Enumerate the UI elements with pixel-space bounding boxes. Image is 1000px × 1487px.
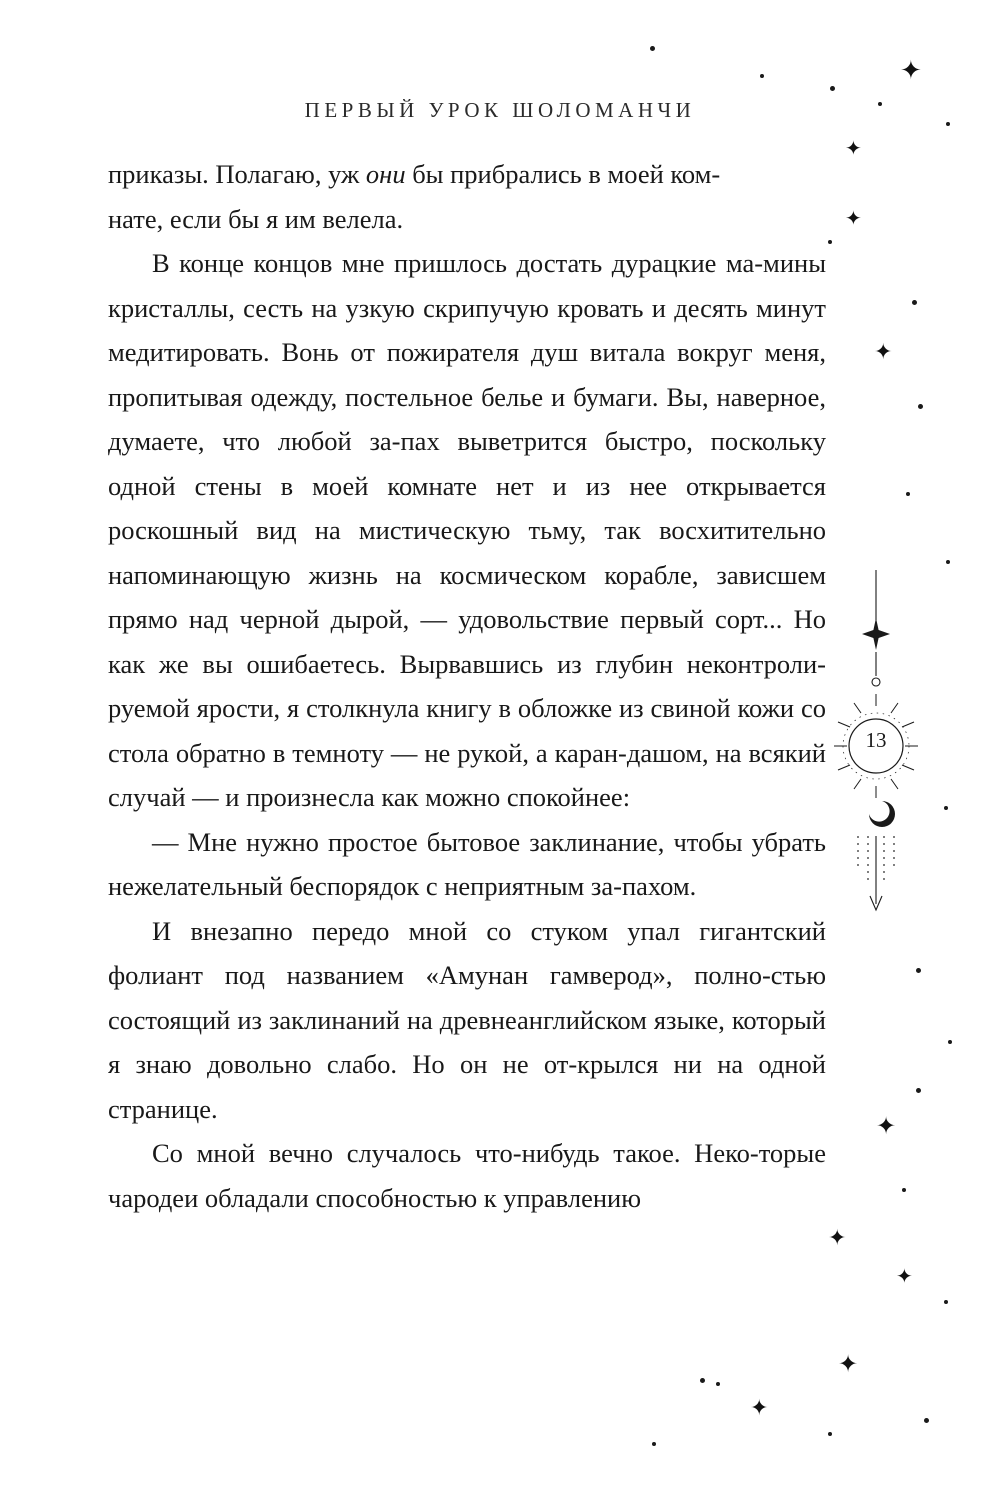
dot-decoration bbox=[946, 560, 950, 564]
dot-decoration bbox=[700, 1378, 705, 1383]
dot-decoration bbox=[716, 1382, 720, 1386]
sun-moon-ornament bbox=[828, 560, 924, 930]
dot-decoration bbox=[912, 300, 917, 305]
dot-decoration bbox=[906, 492, 910, 496]
sparkle-icon: ✦ bbox=[750, 1396, 769, 1421]
sparkle-icon: ✦ bbox=[845, 136, 862, 160]
sparkle-icon: ✦ bbox=[828, 1226, 847, 1251]
dot-decoration bbox=[916, 1088, 921, 1093]
paragraph: приказы. Полагаю, уж они бы прибрались в моей ком- нате, если бы я им велела. bbox=[108, 159, 721, 234]
dot-decoration bbox=[944, 806, 948, 810]
dot-decoration bbox=[948, 1040, 952, 1044]
page-number: 13 bbox=[865, 728, 887, 752]
dot-decoration bbox=[944, 1300, 948, 1304]
dot-decoration bbox=[830, 86, 835, 91]
dot-decoration bbox=[828, 240, 832, 244]
paragraph: Со мной вечно случалось что-нибудь такое. Неко-торые чародеи обладали способностью к управлению bbox=[108, 1138, 826, 1213]
sparkle-icon: ✦ bbox=[876, 1112, 897, 1140]
sparkle-icon: ✦ bbox=[900, 56, 922, 86]
paragraph: И внезапно передо мной со стуком упал гигантский фолиант под названием «Амунан гамверод», полно-стью состоящий из заклинаний на древнеанглийском языке, который я знаю довольно слабо. Но он не от-крылся ни на одной странице. bbox=[108, 915, 826, 1124]
dot-decoration bbox=[902, 1188, 906, 1192]
dot-decoration bbox=[760, 74, 764, 78]
dot-decoration bbox=[650, 46, 655, 51]
running-head: ПЕРВЫЙ УРОК ШОЛОМАНЧИ bbox=[304, 98, 696, 122]
sparkle-icon: ✦ bbox=[838, 1350, 859, 1378]
dot-decoration bbox=[916, 968, 921, 973]
sparkle-icon: ✦ bbox=[845, 206, 862, 230]
dot-decoration bbox=[652, 1442, 656, 1446]
sparkle-icon: ✦ bbox=[874, 340, 893, 365]
body-text-column bbox=[108, 152, 826, 1220]
dot-decoration bbox=[924, 1418, 929, 1423]
paragraph: — Мне нужно простое бытовое заклинание, чтобы убрать нежелательный беспорядок с неприятным за-пахом. bbox=[108, 826, 826, 901]
paragraph: В конце концов мне пришлось достать дурацкие ма-мины кристаллы, сесть на узкую скрипучую кровать и десять минут медитировать. Вонь от пожирателя душ витала вокруг меня, пропитывая одежду, постельное белье и бумаги. Вы, наверное, думаете, что любой за-пах выветрится быстро, поскольку одной стены в моей комнате нет и из нее открывается роскошный вид на мистическую тьму, так восхитительно напоминающую жизнь на космическом корабле, зависшем прямо над черной дырой, — удовольствие первый сорт... Но как же вы ошибаетесь. Вырвавшись из глубин неконтроли-руемой ярости, я столкнула книгу в обложке из свиной кожи со стола обратно в темноту — не рукой, а каран-дашом, на всякий случай — и произнесла как можно спокойнее: bbox=[108, 248, 826, 812]
dot-decoration bbox=[918, 404, 923, 409]
dot-decoration bbox=[828, 1432, 832, 1436]
sparkle-icon: ✦ bbox=[896, 1264, 913, 1288]
